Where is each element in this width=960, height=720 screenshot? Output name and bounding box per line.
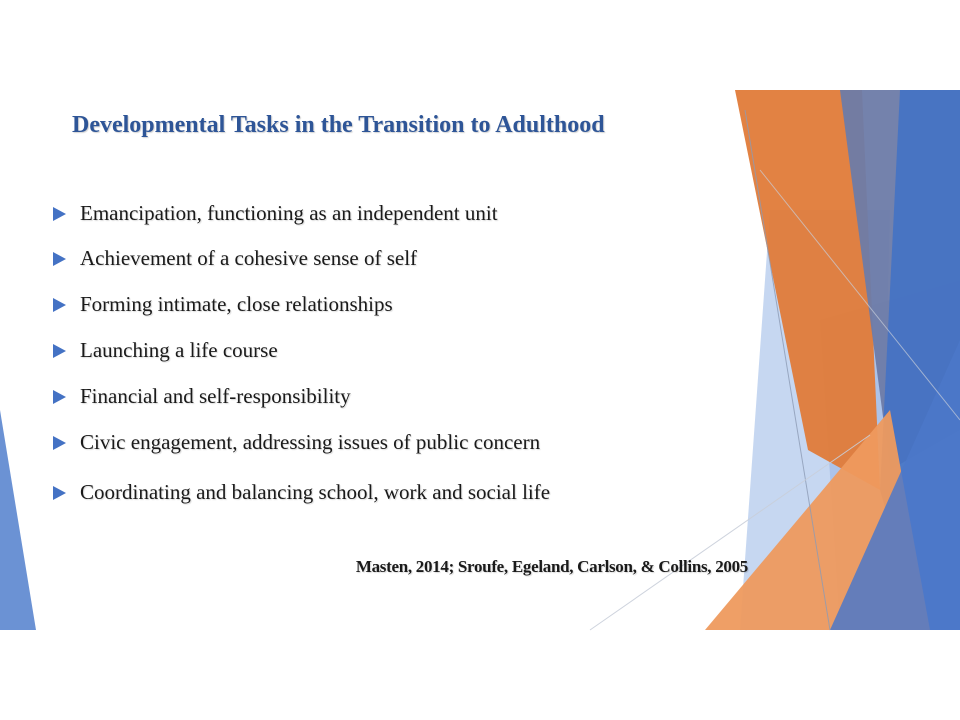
- bullet-item: [52, 201, 498, 226]
- bullet-item: [52, 338, 278, 363]
- bullet-text: Financial and self-responsibility: [80, 384, 351, 408]
- bullet-item: [52, 480, 550, 505]
- bullet-text: Civic engagement, addressing issues of public concern: [80, 430, 541, 454]
- triangle-bullet-icon: [52, 436, 66, 450]
- triangle-bullet-icon: [52, 486, 66, 500]
- triangle-bullet-icon: [52, 344, 66, 358]
- bullet-text: Coordinating and balancing school, work and social life: [80, 480, 551, 504]
- bullet-text: Launching a life course: [80, 338, 278, 362]
- triangle-bullet-icon: [52, 207, 66, 221]
- bullet-item: [52, 292, 393, 317]
- triangle-bullet-icon: [52, 252, 66, 266]
- bullet-item: [52, 246, 417, 271]
- left-blue-sliver: [0, 410, 36, 630]
- bullet-text: Achievement of a cohesive sense of self: [80, 246, 418, 270]
- slide-title: Developmental Tasks in the Transition to Adulthood: [72, 112, 605, 138]
- triangle-bullet-icon: [52, 298, 66, 312]
- bullet-text: Forming intimate, close relationships: [80, 292, 393, 316]
- citation: Masten, 2014; Sroufe, Egeland, Carlson, & Collins, 2005: [355, 557, 748, 576]
- bullet-item: [52, 384, 351, 409]
- triangle-bullet-icon: [52, 390, 66, 404]
- bullet-text: Emancipation, functioning as an independent unit: [80, 201, 498, 225]
- bullet-item: [52, 430, 540, 455]
